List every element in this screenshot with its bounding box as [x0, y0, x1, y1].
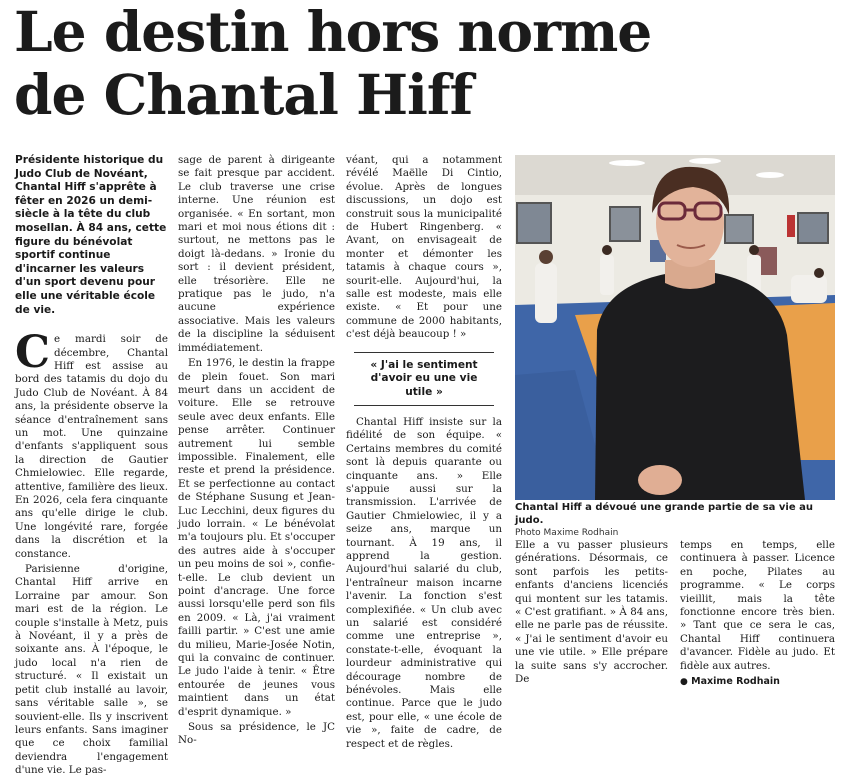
paragraph: temps en temps, elle continuera à passer. Licence en poche, Pilates au programme. « Le corps vieillit, mais la tête fonctionne encore très bien. » Tant que ce sera le cas, Chantal Hiff continuera d'avancer. Fidèle au judo. Et fidèle aux autres. [680, 539, 835, 672]
article-photo [515, 155, 835, 500]
photo-caption [515, 501, 835, 539]
bullet-icon: ● [680, 677, 688, 688]
paragraph: sage de parent à dirigeante se fait presque par accident. Le club traverse une crise interne. Une réunion est organisée. « En sortant, mon mari et moi nous étions dit : surtout, ne mettons pas le doigt là-dedans. » Ironie du sort : il devient président, elle trésorière. Elle ne pratique pas le judo, n'a aucune expérience associative. Mais les valeurs de la discipline la séduisent immédiatement. [178, 154, 335, 354]
paragraph: En 1976, le destin la frappe de plein fouet. Son mari meurt dans un accident de voiture. Elle se retrouve seule avec deux enfants. Elle pense arrêter. Continuer autrement lui semble impossible. Finalement, elle reste et prend la présidence. Et se perfectionne au contact de Stéphane Susung et Jean-Luc Lecchini, deux figures du judo lorrain. « Le bénévolat m'a toujours plu. Et s'occuper des autres aide à s'occuper un peu moins de soi », confie-t-elle. Le club devient un point d'ancrage. Une force aussi lorsqu'elle perd son fils en 2009. « Là, j'ai vraiment failli partir. » C'est une amie du milieu, Marie-Josée Notin, qui la convainc de continuer. Le judo l'aide à tenir. « Être entourée de jeunes vous maintient dans un état d'esprit dynamique. » [178, 357, 335, 718]
article-lead: Présidente historique du Judo Club de Novéant, Chantal Hiff s'apprête à fêter en 2026 un demi-siècle à la tête du club mosellan. À 84 ans, cette figure du bénévolat sportif continue d'incarner les valeurs d'un sport devenu pour elle une véritable école de vie. [15, 154, 167, 316]
paragraph: Parisienne d'origine, Chantal Hiff arrive en Lorraine par amour. Son mari est de la région. Le couple s'installe à Metz, puis à Novéant, il y a près de soixante ans. À l'époque, le judo local n'a rien de structuré. « Il existait un petit club installé au lavoir, sans véritable salle », se souvient-elle. Ils y inscrivent leurs enfants. Sans imaginer que ce choix familial deviendra l'engagement d'une vie. Le pas- [15, 563, 168, 777]
article-column-4 [515, 539, 668, 688]
photo-credit: Photo Maxime Rodhain [515, 528, 619, 538]
photo-illustration [515, 155, 835, 500]
paragraph-text: e mardi soir de décembre, Chantal Hiff est assise au bord des tatamis du dojo du Judo Club de Novéant. À 84 ans, la présidente observe la séance d'entraînement sans un mot. Une quinzaine d'enfants s'appliquent sous la direction de Gautier Chmielowiec. Elle regarde, attentive, familière des lieux. En 2026, cela fera cinquante ans qu'elle dirige le club. Une longévité rare, forgée dans la discrétion et la constance. [15, 333, 168, 560]
article-headline [14, 0, 844, 126]
drop-cap: C [15, 327, 51, 379]
author-byline [680, 675, 835, 689]
article-column-2 [178, 154, 335, 750]
paragraph: Sous sa présidence, le JC No- [178, 721, 335, 747]
author-name: Maxime Rodhain [691, 676, 780, 688]
article-column-3 [346, 154, 502, 753]
paragraph: Elle a vu passer plusieurs générations. Désormais, ce sont parfois les petits-enfants d'anciens licenciés qui montent sur les tatamis. « C'est gratifiant. » À 84 ans, elle ne parle pas de réussite. « J'ai le sentiment d'avoir eu une vie utile. » Elle prépare la suite sans s'y accrocher. De [515, 539, 668, 686]
headline-line-2: de Chantal Hiff [14, 62, 473, 127]
article-column-5 [680, 539, 835, 689]
paragraph: véant, qui a notamment révélé Maëlle Di Cintio, évolue. Après de longues discussions, un dojo est construit sous la municipalité de Hubert Ringenberg. « Avant, on envisageait de monter et démonter les tatamis à chaque cours », sourit-elle. Aujourd'hui, la salle est modeste, mais elle existe. « Et pour une commune de 2000 habitants, c'est déjà beaucoup ! » [346, 154, 502, 341]
article-column-1 [15, 154, 168, 780]
pull-quote: « J'ai le sentiment d'avoir eu une vie utile » [354, 352, 494, 406]
caption-text: Chantal Hiff a dévoué une grande partie de sa vie au judo. [515, 502, 813, 526]
paragraph [15, 327, 168, 561]
headline-line-1: Le destin hors norme [14, 0, 652, 64]
paragraph: Chantal Hiff insiste sur la fidélité de son équipe. « Certains membres du comité sont là depuis quarante ou cinquante ans. » Elle s'appuie aussi sur la transmission. L'arrivée de Gautier Chmielowiec, il y a seize ans, marque un tournant. À 19 ans, il apprend la gestion. Aujourd'hui salarié du club, l'entraîneur maison incarne l'avenir. La fonction s'est complexifiée. « Un club avec un salarié est considéré comme une entreprise », constate-t-elle, évoquant la lourdeur administrative qui décourage nombre de bénévoles. Mais elle continue. Parce que le judo est, pour elle, « une école de vie », faite de cadre, de respect et de règles. [346, 415, 502, 750]
